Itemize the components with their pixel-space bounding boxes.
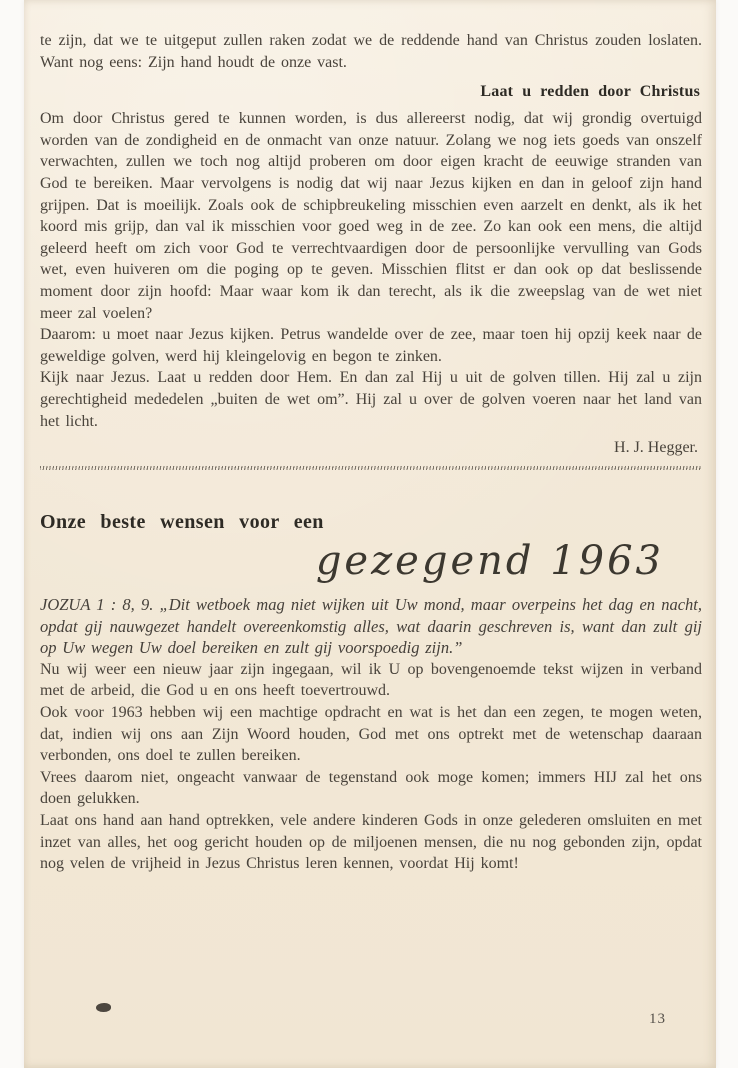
bible-quote-jozua: JOZUA 1 : 8, 9. „Dit wetboek mag niet wijken uit Uw mond, maar overpeins het dag en nacht, opdat gij nauwgezet handelt overeenkomstig alles, wat daarin geschreven is, want dan zult gij op Uw wegen Uw doel bereiken en zult gij voorspoedig zijn.” xyxy=(40,595,702,658)
section-heading-laat-u-redden: Laat u redden door Christus xyxy=(480,83,700,101)
article-paragraph: Om door Christus gered te kunnen worden, is dus allereerst nodig, dat wij grondig overtuigd worden van de zondigheid en de onmacht van onze natuur. Zolang we nog iets goeds van onszelf verwachten, zullen we toch nog altijd proberen om door eigen kracht de eeuwige stranden van God te bereiken. Maar vervolgens is nodig dat wij naar Jezus kijken en dan in geloof zijn hand grijpen. Dat is moeilijk. Zoals ook de schipbreukeling misschien even aarzelt en denkt, als ik het koord mis grijp, dan val ik misschien voor goed weg in de zee. Zo kan ook een mens, die altijd geleerd heeft om zich voor God te verrechtvaardigen door de persoonlijke vervulling van Gods wet, even huiveren om die poging op te geven. Misschien flitst er dan ook op dat beslissende moment door zijn hoofd: Maar waar kom ik dan terecht, als ik die zweepslag van de wet niet meer zal voelen? xyxy=(40,110,702,322)
decorative-divider xyxy=(40,466,702,470)
article-paragraph: Kijk naar Jezus. Laat u redden door Hem. En dan zal Hij u uit de golven tillen. Hij zal u zijn gerechtigheid mededelen „buiten de wet om”. Hij zal u over de golven voeren naar het land van het licht. xyxy=(40,369,702,430)
author-signature: H. J. Hegger. xyxy=(614,439,698,457)
paragraph-continuation: te zijn, dat we te uitgeput zullen raken zodat we de reddende hand van Christus zouden loslaten. Want nog eens: Zijn hand houdt de onze vast. xyxy=(40,32,702,71)
scanned-magazine-page xyxy=(24,0,716,1068)
script-year-title: gezegend 1963 xyxy=(315,538,664,585)
article-paragraph: Vrees daarom niet, ongeacht vanwaar de tegenstand ook moge komen; immers HIJ zal het ons doen gelukken. xyxy=(40,768,702,808)
article-paragraph: Ook voor 1963 hebben wij een machtige opdracht en wat is het dan een zegen, te mogen weten, dat, indien wij ons aan Zijn Woord houden, God met ons optrekt met de wetenschap daaraan verbonden, ons doel te zullen bereiken. xyxy=(40,704,702,765)
new-year-wish-heading: Onze beste wensen voor een xyxy=(40,511,324,534)
article-paragraph: Daarom: u moet naar Jezus kijken. Petrus wandelde over de zee, maar toen hij opzij keek naar de geweldige golven, werd hij kleingelovig en begon te zinken. xyxy=(40,326,702,365)
page-number: 13 xyxy=(649,1011,666,1027)
article-paragraph: Laat ons hand aan hand optrekken, vele andere kinderen Gods in onze gelederen omsluiten en met inzet van alles, het oog gericht houden op de miljoenen mensen, die nu nog gebonden zijn, opdat nog velen de vrijheid in Jezus Christus leren kennen, voordat Hij komt! xyxy=(40,812,702,873)
ink-smudge xyxy=(96,1003,111,1012)
article-paragraph: Nu wij weer een nieuw jaar zijn ingegaan, wil ik U op bovengenoemde tekst wijzen in verband met de arbeid, die God u en ons heeft toevertrouwd. xyxy=(40,660,702,700)
